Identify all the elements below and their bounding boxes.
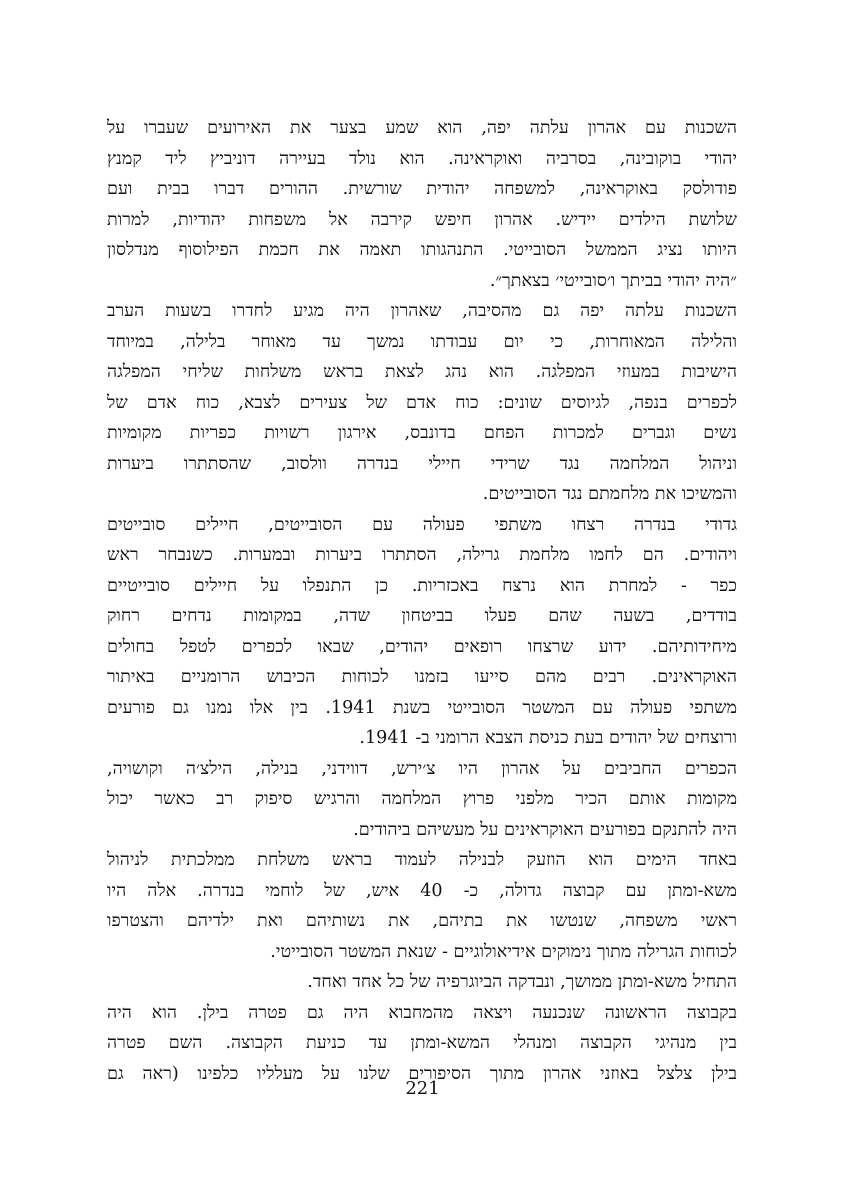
page-number: 221 [405,1078,440,1099]
text-line: נשים וגברים למכרות הפחם בדונבס, אירגון רשויות כפריות מקומיות [107,423,737,443]
text-line: משתפי פעולה עם המשטר הסובייטי בשנת 1941. בין אלו נמנו גם פורעים [107,697,738,718]
text-line: הישיבות במעוזי המפלגה. הוא נהג לצאת בראש משלחות שליחי המפלגה [107,362,737,382]
text-line: היותו נציג הממשל הסובייטי. התנהגותו תאמה את חכמת הפילוסוף מנדלסון [107,240,737,260]
text-line: השכנות עלתה יפה גם מהסיבה, שאהרון היה מגיע לחדרו בשעות הערב [107,301,737,321]
text-line: מקומות אותם הכיר מלפני פרוץ המלחמה והרגיש סיפוק רב כאשר יכול [107,789,737,809]
body-text [107,113,737,1089]
text-line: האוקראינים. רבים מהם סייעו בזמנו לכוחות הכיבוש הרומניים באיתור [107,667,737,687]
text-line: הכפרים החביבים על אהרון היו צ׳ירש, דווידני, בנילה, הילצ׳ה וקושויה, [107,758,737,779]
text-line: כפר - למחרת הוא נרצח באכזריות. כן התנפלו על חיילים סובייטיים [107,575,737,596]
text-line: שלושת הילדים יידיש. אהרון חיפש קירבה אל משפחות יהודיות, למרות [107,209,737,230]
text-line: וניהול המלחמה נגד שרידי חיילי בנדרה וולסוב, שהסתתרו ביערות [107,453,737,474]
text-line: בילן צלצל באוזני אהרון מתוך הסיפורים שלנו על מעלליו כלפינו (ראה גם [107,1063,737,1084]
text-line: לכוחות הגרילה מתוך נימוקים אידיאולוגיים - שנאת המשטר הסובייטי. [270,941,737,962]
text-line: באחד הימים הוא הוזעק לבנילה לעמוד בראש משלחת ממלכתית לניהול [107,850,737,870]
text-line: בודדים, בשעה שהם פעלו בביטחון שדה, במקומות נדחים רחוק [107,606,737,626]
text-line: לכפרים בנפה, לגיוסים שונים: כוח אדם של צעירים לצבא, כוח אדם של [107,392,737,413]
text-line: ראשי משפחה, שנטשו את בתיהם, את נשותיהם ואת ילדיהם והצטרפו [107,911,737,931]
text-line: גדודי בנדרה רצחו משתפי פעולה עם הסובייטים, חיילים סובייטים [107,514,737,535]
text-line: ״היה יהודי בביתך ו׳סובייטי׳ בצאתך״. [489,270,737,291]
text-line: והלילה המאוחרות, כי יום עבודתו נמשך עד מאוחר בלילה, במיוחד [107,331,737,352]
text-line: בין מנהיגי הקבוצה ומנהלי המשא-ומתן עד כניעת הקבוצה. השם פטרה [107,1033,737,1053]
text-line: התחיל משא-ומתן ממושך, ונבדקה הביוגרפיה של כל אחד ואחד. [307,972,737,992]
text-line: בקבוצה הראשונה שנכנעה ויצאה מהמחבוא היה גם פטרה בילן. הוא היה [107,1002,737,1023]
text-line: יהודי בוקובינה, בסרביה ואוקראינה. הוא נולד בעיירה דוניביץ ליד קמנץ [107,148,737,169]
text-line: ויהודים. הם לחמו מלחמת גרילה, הסתתרו ביערות ובמערות. כשנבחר ראש [107,545,737,565]
text-line: ורוצחים של יהודים בעת כניסת הצבא הרומני ב- 1941. [359,728,737,748]
text-line: השכנות עם אהרון עלתה יפה, הוא שמע בצער את האירועים שעברו על [107,118,737,138]
text-line: פודולסק באוקראינה, למשפחה יהודית שורשית. ההורים דברו בבית ועם [107,179,737,199]
text-line: מיחידותיהם. ידוע שרצחו רופאים יהודים, שבאו לכפרים לטפל בחולים [107,636,737,657]
text-line: היה להתנקם בפורעים האוקראינים על מעשיהם ביהודים. [353,819,737,840]
text-line: משא-ומתן עם קבוצה גדולה, כ- 40 איש, של לוחמי בנדרה. אלה היו [107,880,737,901]
text-line: והמשיכו את מלחמתם נגד הסובייטים. [482,484,737,504]
